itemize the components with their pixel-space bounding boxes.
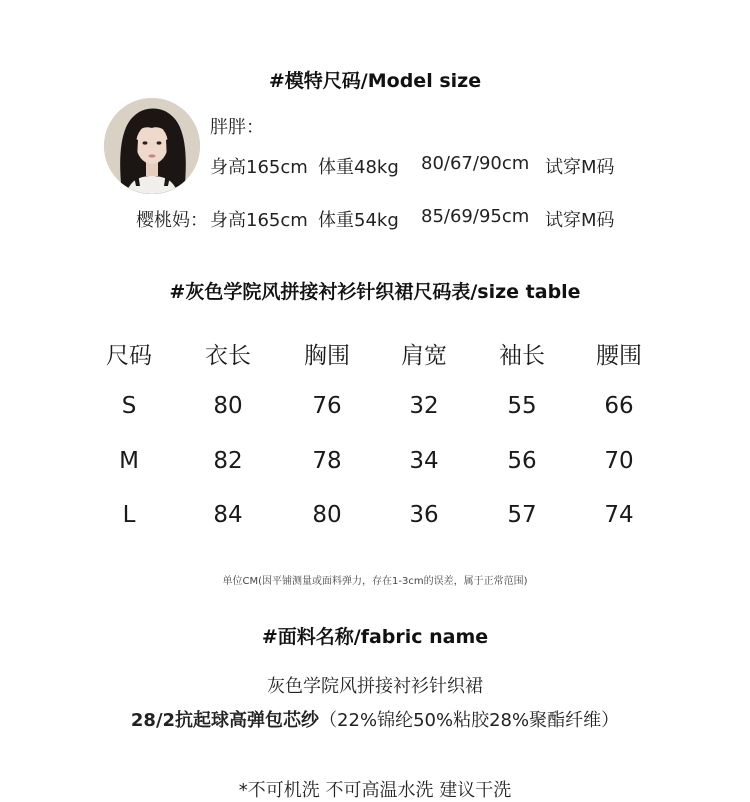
- table-cell-length: 82: [213, 448, 243, 474]
- column-header-shoulder: 肩宽: [401, 343, 447, 369]
- table-cell-shoulder: 36: [409, 502, 439, 528]
- model1-weight: 体重48kg: [318, 157, 399, 178]
- table-cell-bust: 76: [312, 393, 342, 419]
- fabric-heading: #面料名称/fabric name: [261, 626, 489, 648]
- table-cell-sleeve: 56: [507, 448, 537, 474]
- model1-measurements: 80/67/90cm: [421, 153, 530, 174]
- model1-height: 身高165cm: [210, 157, 308, 178]
- column-header-sleeve: 袖长: [499, 343, 545, 369]
- table-cell-waist: 66: [604, 393, 634, 419]
- model2-name: 樱桃妈：: [136, 210, 208, 231]
- table-cell-shoulder: 34: [409, 448, 439, 474]
- model-size-heading: #模特尺码/Model size: [268, 70, 482, 92]
- measurement-note: 单位CM(因平铺测量或面料弹力，存在1-3cm的误差，属于正常范围): [222, 576, 528, 587]
- table-cell-size: M: [119, 448, 139, 474]
- table-cell-sleeve: 55: [507, 393, 537, 419]
- care-instructions: *不可机洗 不可高温水洗 建议干洗: [238, 780, 512, 801]
- column-header-waist: 腰围: [596, 343, 642, 369]
- model2-size: 试穿M码: [545, 210, 615, 231]
- model-portrait-image: [104, 98, 200, 194]
- table-cell-bust: 80: [312, 502, 342, 528]
- table-cell-sleeve: 57: [507, 502, 537, 528]
- table-cell-length: 84: [213, 502, 243, 528]
- model2-weight: 体重54kg: [318, 210, 399, 231]
- size-table-heading: #灰色学院风拼接衬衫针织裙尺码表/size table: [169, 281, 581, 303]
- table-cell-shoulder: 32: [409, 393, 439, 419]
- fabric-yarn-type: 28/2抗起球高弹包芯纱: [130, 710, 320, 731]
- table-cell-waist: 70: [604, 448, 634, 474]
- model1-size: 试穿M码: [545, 157, 615, 178]
- fabric-product-name: 灰色学院风拼接衬衫针织裙: [267, 676, 483, 697]
- column-header-size: 尺码: [106, 343, 152, 369]
- fabric-composition: [0, 706, 750, 732]
- column-header-length: 衣长: [205, 343, 251, 369]
- model1-name: 胖胖：: [210, 117, 264, 138]
- table-cell-length: 80: [213, 393, 243, 419]
- table-cell-size: L: [122, 502, 136, 528]
- table-cell-size: S: [121, 393, 137, 419]
- table-cell-waist: 74: [604, 502, 634, 528]
- model2-measurements: 85/69/95cm: [421, 206, 530, 227]
- model-avatar: [104, 98, 200, 194]
- fabric-percentages: （22%锦纶50%粘胶28%聚酯纤维）: [319, 710, 620, 731]
- model2-height: 身高165cm: [210, 210, 308, 231]
- column-header-bust: 胸围: [304, 343, 350, 369]
- table-cell-bust: 78: [312, 448, 342, 474]
